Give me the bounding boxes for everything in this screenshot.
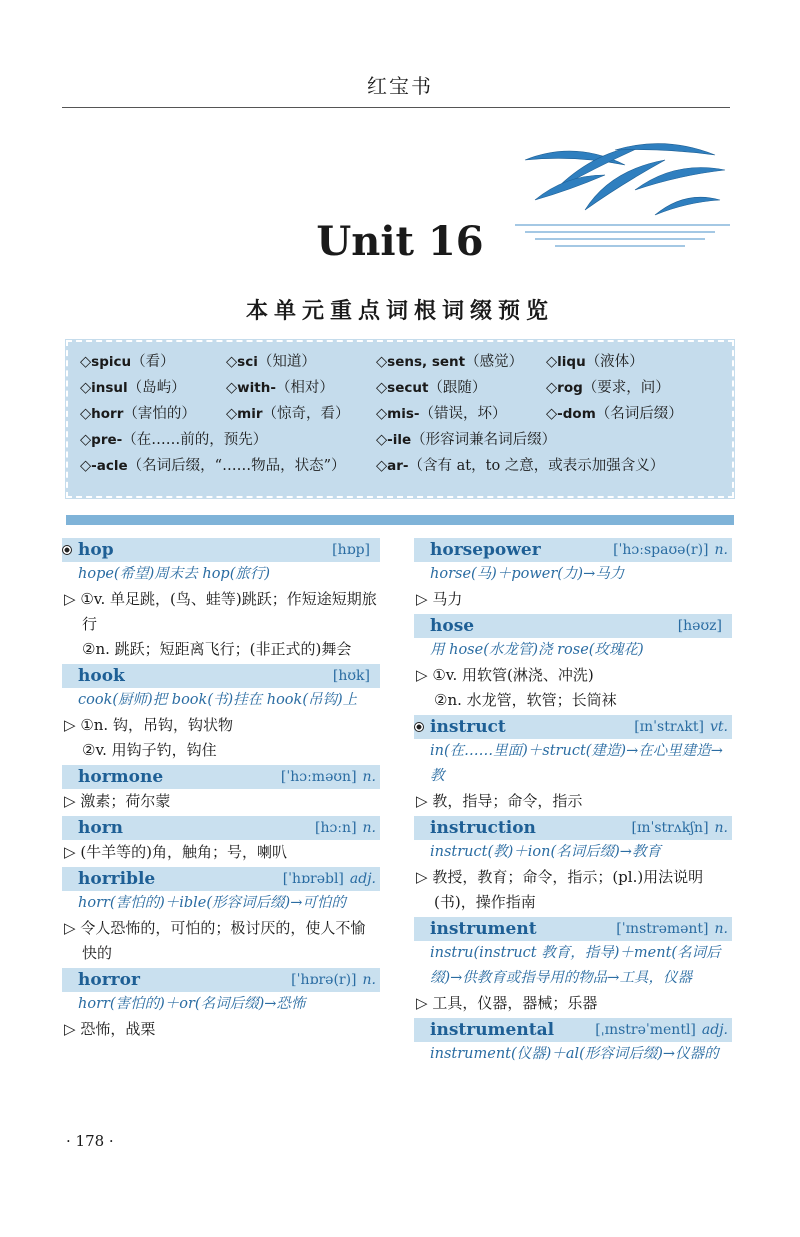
- preview-meaning: （感觉）: [465, 354, 524, 370]
- diamond-icon: ◇: [376, 380, 388, 396]
- key-word-bullet-icon: [62, 545, 72, 555]
- definition-text: 教授，教育；命令，指示；(pl.)用法说明(书)，操作指南: [432, 868, 704, 911]
- part-of-speech: n.: [362, 972, 376, 988]
- headword: horror: [78, 970, 140, 990]
- preview-meaning: （要求，问）: [582, 380, 670, 396]
- etymology-note: instrument(仪器)＋al(形容词后缀)→仪器的: [430, 1046, 719, 1062]
- preview-meaning: （错误，坏）: [419, 406, 507, 422]
- etymology-note: horr(害怕的)＋or(名词后缀)→恐怖: [78, 996, 306, 1012]
- key-word-bullet-icon: [414, 722, 424, 732]
- triangle-marker-icon: ▷: [416, 590, 433, 608]
- part-of-speech: n.: [714, 820, 728, 836]
- headword: instrumental: [430, 1020, 555, 1040]
- diamond-icon: ◇: [226, 406, 238, 422]
- triangle-marker-icon: ▷: [64, 919, 81, 937]
- preview-meaning: （知道）: [257, 354, 316, 370]
- word-entry: [414, 614, 732, 713]
- definition: [62, 916, 380, 966]
- diamond-icon: ◇: [226, 354, 238, 370]
- diamond-icon: ◇: [80, 406, 92, 422]
- word-entry: [62, 816, 380, 865]
- preview-item: [80, 350, 226, 371]
- definition-text: (牛羊等的)角，触角；号，喇叭: [80, 843, 288, 861]
- etymology-note: in(在……里面)＋struct(建造)→在心里建造→教: [430, 743, 723, 784]
- part-of-speech: n.: [714, 542, 728, 558]
- preview-item: [80, 454, 376, 475]
- part-of-speech: adj.: [701, 1022, 728, 1038]
- diamond-icon: ◇: [80, 432, 92, 448]
- pronunciation-group: [283, 871, 376, 887]
- phonetic: [ˌɪnstrəˈmentl]: [595, 1022, 696, 1038]
- headword-bar: [414, 1018, 732, 1042]
- preview-root: with-: [237, 380, 276, 396]
- phonetic: [hʊk]: [332, 668, 370, 684]
- headword: instruction: [430, 818, 536, 838]
- etymology-note: horr(害怕的)＋ible(形容词后缀)→可怕的: [78, 895, 346, 911]
- diamond-icon: ◇: [376, 354, 388, 370]
- pronunciation-group: [595, 1022, 728, 1038]
- preview-meaning: （液体）: [585, 354, 644, 370]
- preview-root: -acle: [91, 458, 128, 474]
- definition: [414, 789, 732, 814]
- phonetic: [ˈɪnstrəmənt]: [616, 921, 709, 937]
- diamond-icon: ◇: [80, 380, 92, 396]
- preview-root: insul: [91, 380, 128, 396]
- preview-root: sens, sent: [387, 354, 466, 370]
- preview-meaning: （在……前的，预先）: [122, 432, 268, 448]
- phonetic: [ˈhɒrəbl]: [282, 871, 344, 887]
- preview-item: [376, 454, 720, 475]
- definition-text: 教，指导；命令，指示: [432, 792, 583, 810]
- headword: instruct: [430, 717, 506, 737]
- phonetic: [hɒp]: [332, 542, 370, 558]
- etymology-note: horse(马)＋power(力)→马力: [430, 566, 625, 582]
- etymology-note: instruct(教)＋ion(名词后缀)→教育: [430, 844, 661, 860]
- phonetic: [ˈhɒrə(r)]: [291, 972, 357, 988]
- preview-item: [546, 376, 720, 397]
- pronunciation-group: [634, 719, 728, 735]
- definition: [62, 637, 380, 662]
- preview-root: pre-: [91, 432, 123, 448]
- preview-root: mir: [237, 406, 263, 422]
- preview-root: liqu: [557, 354, 586, 370]
- diamond-icon: ◇: [80, 458, 92, 474]
- headword: hop: [78, 540, 114, 560]
- triangle-marker-icon: ▷: [64, 716, 81, 734]
- definition: [62, 789, 380, 814]
- headword-bar: [62, 765, 380, 789]
- definition: [414, 663, 732, 688]
- preview-meaning: （跟随）: [428, 380, 487, 396]
- word-entry: [414, 1018, 732, 1067]
- preview-root: horr: [91, 406, 124, 422]
- header-rule: [62, 107, 730, 108]
- etymology-note: hope(希望)周末去 hop(旅行): [78, 566, 271, 582]
- preview-item: [546, 350, 720, 371]
- preview-root: -dom: [557, 406, 596, 422]
- entries-left-column: [62, 538, 380, 1044]
- preview-item: [376, 350, 546, 371]
- triangle-marker-icon: ▷: [416, 994, 433, 1012]
- section-title: 本单元重点词根词缀预览: [245, 298, 554, 324]
- word-entry: [62, 765, 380, 814]
- preview-root: spicu: [91, 354, 132, 370]
- headword-bar: [414, 917, 732, 941]
- definition-text: 令人恐怖的，可怕的；极讨厌的，使人不愉快的: [80, 919, 366, 962]
- headword-bar: [62, 968, 380, 992]
- headword: hose: [430, 616, 475, 636]
- pronunciation-group: [613, 542, 728, 558]
- diamond-icon: ◇: [376, 458, 388, 474]
- preview-item: [80, 376, 226, 397]
- part-of-speech: n.: [362, 820, 376, 836]
- definition: [414, 688, 732, 713]
- preview-item: [546, 402, 720, 423]
- definition-text: ②n. 跳跃；短距离飞行；(非正式的)舞会: [82, 640, 352, 658]
- preview-root: ar-: [387, 458, 409, 474]
- preview-meaning: （看）: [131, 354, 175, 370]
- definition-text: 恐怖，战栗: [80, 1020, 156, 1038]
- headword: hormone: [78, 767, 164, 787]
- word-entry: [414, 917, 732, 1016]
- headword-bar: [414, 614, 732, 638]
- diamond-icon: ◇: [80, 354, 92, 370]
- phonetic: [hɔːn]: [315, 820, 357, 836]
- pronunciation-group: [315, 820, 376, 836]
- definition: [62, 840, 380, 865]
- diamond-icon: ◇: [376, 432, 388, 448]
- headword-bar: [414, 816, 732, 840]
- divider-band: [66, 515, 734, 525]
- etymology-note: instru(instruct 教育，指导)＋ment(名词后缀)→供教育或指导用的物品→工具，仪器: [430, 945, 721, 986]
- pronunciation-group: [281, 769, 376, 785]
- triangle-marker-icon: ▷: [64, 1020, 81, 1038]
- definition: [62, 1017, 380, 1042]
- triangle-marker-icon: ▷: [64, 590, 81, 608]
- definition-text: ①v. 用软管(淋浇、冲洗): [432, 666, 594, 684]
- preview-root: -ile: [387, 432, 412, 448]
- definition-text: 工具，仪器，器械；乐器: [432, 994, 598, 1012]
- unit-title: Unit 16: [316, 218, 484, 265]
- pronunciation-group: [332, 542, 376, 558]
- pronunciation-group: [616, 921, 728, 937]
- preview-item: [226, 376, 376, 397]
- root-preview-grid: [80, 350, 720, 475]
- word-entry: [62, 867, 380, 966]
- phonetic: [həʊz]: [677, 618, 722, 634]
- pronunciation-group: [678, 618, 728, 634]
- headword: instrument: [430, 919, 537, 939]
- definition-text: ②n. 水龙管，软管；长筒袜: [434, 691, 617, 709]
- etymology-note: 用 hose(水龙管)浇 rose(玫瑰花): [430, 642, 644, 658]
- preview-root: rog: [557, 380, 583, 396]
- word-entry: [414, 538, 732, 612]
- triangle-marker-icon: ▷: [416, 666, 433, 684]
- preview-meaning: （名词后缀，“……物品，状态”）: [127, 458, 346, 474]
- headword-bar: [414, 538, 732, 562]
- headword: horrible: [78, 869, 156, 889]
- diamond-icon: ◇: [226, 380, 238, 396]
- headword: hook: [78, 666, 125, 686]
- word-entry: [414, 816, 732, 915]
- word-entry: [62, 538, 380, 662]
- preview-meaning: （含有 at，to 之意，或表示加强含义）: [408, 458, 665, 474]
- preview-item: [376, 428, 720, 449]
- headword-bar: [62, 664, 380, 688]
- preview-meaning: （形容词兼名词后缀）: [411, 432, 557, 448]
- page-number: · 178 ·: [66, 1132, 114, 1150]
- definition-text: 激素；荷尔蒙: [80, 792, 171, 810]
- headword: horn: [78, 818, 124, 838]
- diamond-icon: ◇: [376, 406, 388, 422]
- preview-root: secut: [387, 380, 429, 396]
- diamond-icon: ◇: [546, 406, 558, 422]
- headword-bar: [62, 538, 380, 562]
- triangle-marker-icon: ▷: [64, 843, 81, 861]
- definition-text: ①v. 单足跳，(鸟、蛙等)跳跃；作短途短期旅行: [80, 590, 377, 633]
- pronunciation-group: [333, 668, 376, 684]
- phonetic: [ˈhɔːspaʊə(r)]: [613, 542, 709, 558]
- definition: [414, 587, 732, 612]
- definition-text: 马力: [432, 590, 463, 608]
- word-entry: [62, 664, 380, 763]
- preview-item: [226, 402, 376, 423]
- preview-item: [376, 402, 546, 423]
- part-of-speech: n.: [362, 769, 376, 785]
- triangle-marker-icon: ▷: [416, 868, 433, 886]
- headword: horsepower: [430, 540, 541, 560]
- pronunciation-group: [291, 972, 376, 988]
- preview-meaning: （害怕的）: [123, 406, 196, 422]
- definition: [414, 991, 732, 1016]
- triangle-marker-icon: ▷: [416, 792, 433, 810]
- definition-text: ②v. 用钩子钓，钩住: [82, 741, 217, 759]
- definition: [62, 713, 380, 738]
- preview-meaning: （岛屿）: [127, 380, 186, 396]
- word-entry: [414, 715, 732, 814]
- part-of-speech: vt.: [710, 719, 728, 735]
- triangle-marker-icon: ▷: [64, 792, 81, 810]
- diamond-icon: ◇: [546, 354, 558, 370]
- diamond-icon: ◇: [546, 380, 558, 396]
- entries-right-column: [414, 538, 732, 1069]
- book-title: 红宝书: [367, 74, 433, 98]
- definition-text: ①n. 钩，吊钩，钩状物: [80, 716, 233, 734]
- definition: [62, 587, 380, 637]
- preview-meaning: （惊奇，看）: [262, 406, 350, 422]
- preview-item: [376, 376, 546, 397]
- etymology-note: cook(厨师)把 book(书)挂在 hook(吊钩)上: [78, 692, 358, 708]
- pronunciation-group: [632, 820, 728, 836]
- preview-meaning: （相对）: [275, 380, 334, 396]
- preview-item: [80, 402, 226, 423]
- root-preview-box: [66, 340, 734, 498]
- phonetic: [ɪnˈstrʌkt]: [634, 719, 704, 735]
- preview-item: [80, 428, 376, 449]
- headword-bar: [62, 867, 380, 891]
- part-of-speech: adj.: [349, 871, 376, 887]
- part-of-speech: n.: [714, 921, 728, 937]
- phonetic: [ˈhɔːməʊn]: [280, 769, 357, 785]
- preview-root: sci: [237, 354, 258, 370]
- headword-bar: [414, 715, 732, 739]
- preview-meaning: （名词后缀）: [595, 406, 683, 422]
- preview-item: [226, 350, 376, 371]
- preview-root: mis-: [387, 406, 420, 422]
- word-entry: [62, 968, 380, 1042]
- headword-bar: [62, 816, 380, 840]
- phonetic: [ɪnˈstrʌkʃn]: [631, 820, 709, 836]
- definition: [62, 738, 380, 763]
- definition: [414, 865, 732, 915]
